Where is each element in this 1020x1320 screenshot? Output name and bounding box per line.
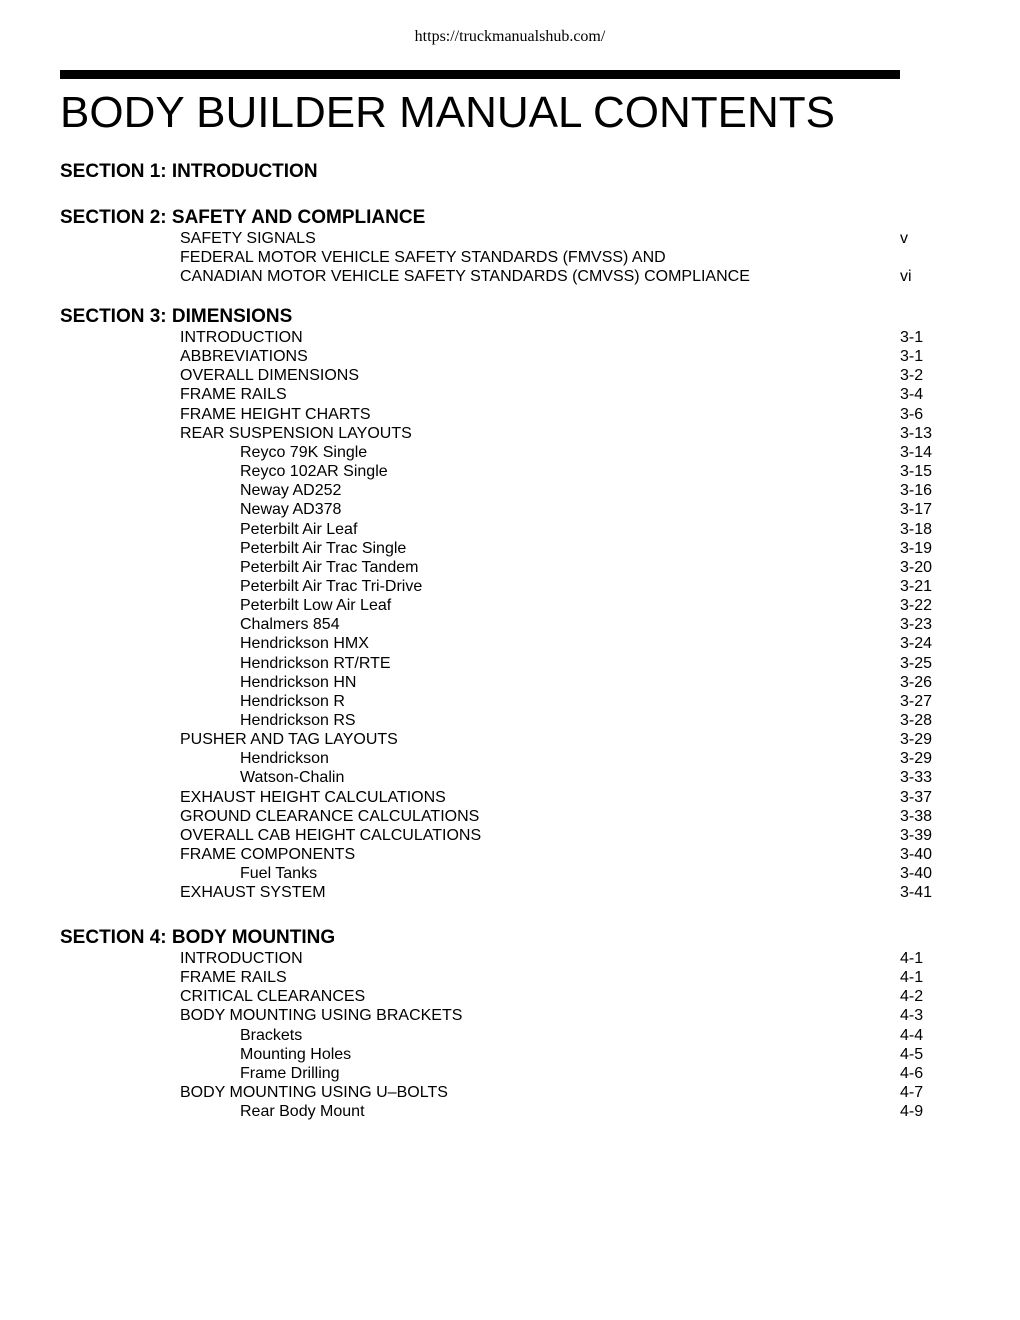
toc-entry-label: EXHAUST SYSTEM [180,884,326,902]
toc-entry-page: 4-4 [900,1026,924,1044]
toc-entry[interactable] [0,385,1020,404]
toc-entry-label: Peterbilt Air Trac Tandem [240,558,419,576]
toc-entry[interactable] [0,1102,1020,1121]
section-heading: SECTION 4: BODY MOUNTING [60,927,336,948]
toc-entry[interactable] [0,968,1020,987]
page-title: BODY BUILDER MANUAL CONTENTS [60,88,836,137]
toc-entry[interactable] [0,443,1020,462]
toc-entry-page: 3-25 [900,654,933,672]
toc-entry-label: FRAME HEIGHT CHARTS [180,405,371,423]
toc-entry-label: Fuel Tanks [240,865,318,883]
toc-entry-page: 3-15 [900,463,933,481]
section-heading: SECTION 1: INTRODUCTION [60,161,318,182]
toc-entry-page: 3-17 [900,501,933,519]
toc-entry[interactable] [0,987,1020,1006]
toc-entry-label: EXHAUST HEIGHT CALCULATIONS [180,788,446,806]
toc-entry-page: 3-20 [900,558,933,576]
toc-entry[interactable] [0,788,1020,807]
toc-entry-label: Hendrickson R [240,692,345,710]
toc-entry-page: 3-37 [900,788,933,806]
toc-entry-label: SAFETY SIGNALS [180,230,316,247]
toc-entry[interactable] [0,634,1020,653]
toc-entry-label: FRAME COMPONENTS [180,846,356,864]
toc-entry[interactable] [0,1006,1020,1025]
toc-entry-label: Peterbilt Low Air Leaf [240,597,392,615]
toc-entry-page: 3-40 [900,846,933,864]
toc-entry[interactable] [0,1083,1020,1102]
toc-entry-label: Reyco 79K Single [240,443,368,461]
toc-entry[interactable] [0,577,1020,596]
toc-entry[interactable] [0,864,1020,883]
toc-entry-page: 3-38 [900,807,933,825]
toc-entry[interactable] [0,405,1020,424]
toc-entry-label: Peterbilt Air Trac Single [240,539,407,557]
toc-entry-label: Reyco 102AR Single [240,463,388,481]
toc-entry[interactable] [0,692,1020,711]
toc-entry-page: 4-2 [900,988,924,1006]
toc-entry-label: Neway AD252 [240,482,342,500]
toc-entry-label: BODY MOUNTING USING BRACKETS [180,1007,463,1025]
toc-entry-page: 3-18 [900,520,933,538]
toc-entry-page: 3-22 [900,597,933,615]
toc-entry[interactable] [0,267,1020,286]
toc-entry[interactable] [0,366,1020,385]
toc-entry[interactable] [0,673,1020,692]
toc-entry[interactable] [0,711,1020,730]
toc-entry-label: INTRODUCTION [180,329,303,346]
toc-entry-page: 4-9 [900,1103,924,1121]
toc-entry[interactable] [0,1045,1020,1064]
toc-entry[interactable] [0,347,1020,366]
toc-entry-page: 4-1 [900,950,924,967]
toc-entry[interactable] [0,481,1020,500]
toc-entry[interactable] [0,539,1020,558]
toc-entry-label: CANADIAN MOTOR VEHICLE SAFETY STANDARDS (CMVSS) COMPLIANCE [180,268,750,286]
toc-entry[interactable] [0,229,1020,248]
toc-entry-label: Neway AD378 [240,501,342,519]
toc-entry[interactable] [0,654,1020,673]
toc-entry-page: 3-41 [900,884,933,902]
toc-entry-page: 3-24 [900,635,933,653]
toc-entry-label: Peterbilt Air Leaf [240,520,358,538]
toc-entry-page: 4-3 [900,1007,924,1025]
toc-entry[interactable] [0,248,1020,267]
toc-entry-label: Hendrickson HMX [240,635,369,653]
toc-entry[interactable] [0,1064,1020,1083]
toc-entry-page: 3-27 [900,692,933,710]
toc-entry-label: FRAME RAILS [180,969,287,987]
toc-entry-page: 3-40 [900,865,933,883]
toc-entry-page: 3-1 [900,348,924,366]
toc-entry-page: 3-29 [900,750,933,768]
toc-entry[interactable] [0,1026,1020,1045]
toc-entry[interactable] [0,768,1020,787]
toc-entry-page: 3-16 [900,482,933,500]
toc-entry-label: FRAME RAILS [180,386,287,404]
toc-entry-label: Hendrickson HN [240,673,357,691]
toc-entry-page: 4-1 [900,969,924,987]
header-url: https://truckmanualshub.com/ [414,28,606,45]
toc-entry-label: Peterbilt Air Trac Tri-Drive [240,577,423,595]
toc-entry-page: 3-2 [900,367,924,385]
toc-entry-page: vi [900,268,912,286]
toc-entry-page: 3-4 [900,386,924,404]
toc-entry[interactable] [0,424,1020,443]
toc-entry-label: Frame Drilling [240,1064,340,1082]
toc-entry[interactable] [0,730,1020,749]
toc-entry-label: OVERALL CAB HEIGHT CALCULATIONS [180,826,482,844]
toc-entry-label: BODY MOUNTING USING U–BOLTS [180,1084,448,1102]
toc-entry-label: Brackets [240,1026,303,1044]
toc-entry-label: ABBREVIATIONS [180,348,308,366]
toc-entry-page: 3-26 [900,673,933,691]
toc-entry-label: PUSHER AND TAG LAYOUTS [180,731,398,749]
toc-entry-page: 3-1 [900,329,924,346]
toc-entry[interactable] [0,558,1020,577]
toc-entry-page: 3-29 [900,731,933,749]
toc-entry-page: 3-28 [900,712,933,729]
toc-entry[interactable] [0,520,1020,539]
toc-entry-page: 3-19 [900,539,933,557]
toc-entry[interactable] [0,500,1020,519]
toc-entry-label: Hendrickson RT/RTE [240,654,391,672]
toc-entry[interactable] [0,462,1020,481]
toc-entry-page: 3-6 [900,405,924,423]
toc-entry[interactable] [0,807,1020,826]
toc-entry[interactable] [0,883,1020,902]
toc-entry[interactable] [0,596,1020,615]
toc-entry-label: OVERALL DIMENSIONS [180,367,360,385]
section-heading: SECTION 2: SAFETY AND COMPLIANCE [60,207,426,228]
title-rule [60,70,900,79]
toc-entry-page: 3-39 [900,826,933,844]
toc-entry-page: v [900,230,908,247]
toc-entry-label: Mounting Holes [240,1045,352,1063]
toc-entry[interactable] [0,826,1020,845]
toc-entry-label: Rear Body Mount [240,1103,365,1121]
toc-entry-label: Watson-Chalin [240,769,345,787]
toc-entry-page: 3-13 [900,424,933,442]
toc-entry[interactable] [0,845,1020,864]
toc-entry-page: 3-14 [900,443,933,461]
toc-entry-label: Chalmers 854 [240,616,340,634]
toc-entry[interactable] [0,615,1020,634]
toc-entry-label: Hendrickson [240,750,329,768]
toc-entry-label: FEDERAL MOTOR VEHICLE SAFETY STANDARDS (FMVSS) AND [180,249,666,267]
toc-entry-page: 4-7 [900,1084,924,1102]
toc-entry-label: Hendrickson RS [240,712,356,729]
toc-entry[interactable] [0,949,1020,968]
toc-entry[interactable] [0,749,1020,768]
toc-entry-label: REAR SUSPENSION LAYOUTS [180,424,412,442]
toc-entry-page: 3-23 [900,616,933,634]
section-heading: SECTION 3: DIMENSIONS [60,306,293,327]
toc-entry-label: GROUND CLEARANCE CALCULATIONS [180,807,480,825]
toc-entry-label: INTRODUCTION [180,950,303,967]
toc-entry-label: CRITICAL CLEARANCES [180,988,366,1006]
toc-entry-page: 3-33 [900,769,933,787]
toc-entry-page: 4-6 [900,1064,924,1082]
toc-entry-page: 4-5 [900,1045,924,1063]
toc-entry-page: 3-21 [900,577,933,595]
toc-entry[interactable] [0,328,1020,347]
